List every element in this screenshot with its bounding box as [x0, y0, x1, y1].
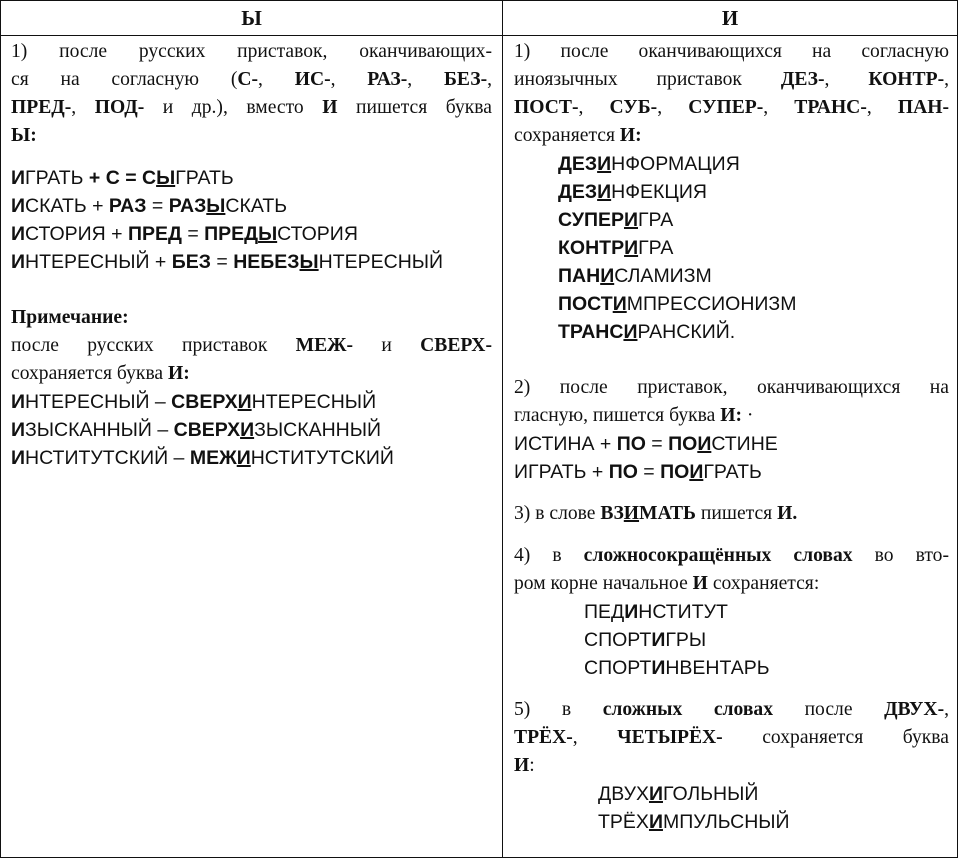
text-segment: ПО	[616, 433, 646, 455]
text-segment: ДЕЗ	[558, 153, 598, 175]
text-line	[514, 696, 949, 724]
text-segment: ПО	[608, 461, 638, 483]
text-segment: ДВУХ-	[884, 699, 945, 720]
text-segment: ,	[407, 69, 444, 90]
text-segment: ТРЁХ-	[514, 727, 573, 748]
example-line	[558, 318, 949, 346]
text-segment: МПУЛЬСНЫЙ	[662, 811, 790, 833]
rule-1-i	[514, 38, 949, 150]
text-segment: ,	[657, 97, 689, 118]
text-line	[11, 360, 492, 388]
header-row	[1, 1, 958, 36]
text-line	[514, 542, 949, 570]
text-segment: ПАН	[558, 265, 601, 287]
text-segment: ПРЕД-	[11, 97, 72, 118]
text-segment: СВЕРХ-	[420, 335, 492, 356]
text-segment: ,	[578, 97, 610, 118]
text-segment: сложносокращённых словах	[583, 545, 853, 566]
column-header-i: И	[503, 1, 958, 36]
text-segment: МЕЖ	[189, 447, 237, 469]
text-segment: С	[142, 167, 157, 189]
highlighted-letter: И	[689, 461, 704, 483]
text-segment: СВЕРХ	[171, 391, 238, 413]
text-segment: И	[651, 657, 666, 679]
text-segment: ,	[866, 97, 898, 118]
text-segment: НСТИТУТСКИЙ –	[25, 447, 190, 469]
text-segment: РАЗ	[108, 195, 147, 217]
rule-1-y	[11, 38, 492, 150]
text-segment: ПРЕД	[204, 223, 259, 245]
text-segment: ПОСТ	[558, 293, 613, 315]
text-line	[11, 332, 492, 360]
text-line	[514, 94, 949, 122]
text-segment: ГРАТЬ	[25, 167, 89, 189]
text-segment: ДЕЗ-	[780, 69, 825, 90]
text-segment: СТОРИЯ +	[25, 223, 128, 245]
text-segment: НТЕРЕСНЫЙ	[251, 391, 377, 413]
text-line	[514, 374, 949, 402]
text-segment: ром корне начальное	[514, 573, 693, 594]
rule-5-i-examples	[514, 780, 949, 836]
highlighted-letter: Ы	[299, 251, 319, 273]
rule-3-i	[514, 500, 949, 528]
text-segment: ГРА	[638, 209, 674, 231]
text-segment: И	[11, 167, 26, 189]
text-segment: Ы:	[11, 125, 37, 146]
example-line	[584, 654, 949, 682]
text-segment: :	[529, 755, 535, 776]
text-segment: СУПЕР	[558, 209, 624, 231]
text-segment: ЗЫСКАННЫЙ	[254, 419, 382, 441]
text-segment: =	[181, 223, 205, 245]
column-y	[1, 36, 503, 858]
text-line	[514, 570, 949, 598]
text-segment: сохраняется буква	[11, 363, 169, 384]
example-line	[11, 164, 492, 192]
example-line	[11, 248, 492, 276]
text-segment: БЕЗ	[171, 251, 211, 273]
text-segment: И	[624, 601, 639, 623]
text-segment: И	[11, 251, 26, 273]
example-line	[584, 626, 949, 654]
text-segment: после русских приставок	[11, 335, 296, 356]
body-row	[1, 36, 958, 858]
text-segment: ДЕЗ	[558, 181, 598, 203]
highlighted-letter: Ы	[258, 223, 278, 245]
text-segment: КОНТР	[558, 237, 625, 259]
text-segment: ся на согласную (	[11, 69, 238, 90]
column-header-y: Ы	[1, 1, 503, 36]
text-segment: ПОД-	[94, 97, 145, 118]
text-segment: И:	[720, 405, 742, 426]
note-text	[11, 332, 492, 388]
example-line	[584, 598, 949, 626]
highlighted-letter: И	[648, 811, 663, 833]
spacer	[514, 346, 949, 374]
text-segment: ПРЕД	[127, 223, 182, 245]
highlighted-letter: И	[624, 237, 639, 259]
text-segment: СПОРТ	[584, 629, 652, 651]
text-line	[11, 66, 492, 94]
example-line	[558, 234, 949, 262]
spacer	[11, 276, 492, 304]
example-line	[11, 220, 492, 248]
example-line	[558, 150, 949, 178]
text-segment: И	[322, 97, 338, 118]
text-segment: сохраняется буква	[722, 727, 950, 748]
text-segment: ,	[487, 69, 493, 90]
text-line	[514, 724, 949, 752]
text-segment: ЧЕТЫРЁХ-	[617, 727, 723, 748]
text-segment: И:	[168, 363, 190, 384]
text-segment: =	[645, 433, 669, 455]
rule-1-y-examples	[11, 164, 492, 276]
text-segment: ,	[258, 69, 295, 90]
text-segment: ТРАНС-	[794, 97, 867, 118]
highlighted-letter: И	[648, 783, 663, 805]
text-segment: СТОРИЯ	[277, 223, 358, 245]
highlighted-letter: И	[236, 447, 251, 469]
text-segment: СЛАМИЗМ	[614, 265, 712, 287]
rule-4-i	[514, 542, 949, 598]
text-segment: иноязычных приставок	[514, 69, 781, 90]
text-segment: МАТЬ	[639, 503, 696, 524]
text-line	[514, 38, 949, 66]
text-segment: СПОРТ	[584, 657, 652, 679]
rule-4-i-examples	[514, 598, 949, 682]
text-segment: =	[146, 195, 169, 217]
example-line	[598, 780, 949, 808]
text-segment: 3) в слове	[514, 503, 601, 524]
highlighted-letter: И	[623, 321, 638, 343]
text-segment: И	[11, 195, 26, 217]
text-segment: 4) в	[514, 545, 584, 566]
text-segment: И	[514, 755, 530, 776]
text-segment: ПАН-	[897, 97, 950, 118]
example-line	[514, 430, 949, 458]
example-line	[558, 262, 949, 290]
text-segment: ·	[742, 405, 754, 426]
text-segment: ЗЫСКАННЫЙ –	[25, 419, 174, 441]
text-segment: 1) после оканчивающихся на согласную	[514, 41, 949, 62]
text-segment: ПО	[660, 461, 690, 483]
text-segment: И.	[777, 503, 798, 524]
text-segment: КОНТР-	[868, 69, 945, 90]
text-segment: И	[651, 629, 666, 651]
text-segment: и др.), вместо	[144, 97, 323, 118]
text-segment: НФОРМАЦИЯ	[611, 153, 740, 175]
text-segment: пишется	[696, 503, 778, 524]
spacer	[11, 150, 492, 164]
highlighted-letter: И	[600, 265, 615, 287]
text-segment: ТРЁХ	[598, 811, 649, 833]
text-segment: ,	[71, 97, 95, 118]
text-segment: БЕЗ-	[443, 69, 488, 90]
text-segment: 1) после русских приставок, оканчивающих-	[11, 41, 492, 62]
highlighted-letter: И	[612, 293, 627, 315]
text-line	[514, 500, 949, 528]
text-segment: 5) в	[514, 699, 603, 720]
text-segment: РАЗ-	[367, 69, 408, 90]
highlighted-letter: И	[623, 503, 640, 524]
text-segment: И	[11, 391, 26, 413]
rule-2-i-examples	[514, 430, 949, 486]
example-line	[11, 388, 492, 416]
text-segment: ТРАНС	[558, 321, 624, 343]
text-segment: РАНСКИЙ.	[637, 321, 736, 343]
text-segment: ,	[763, 97, 795, 118]
text-segment: =	[637, 461, 661, 483]
text-segment: ПОСТ-	[514, 97, 579, 118]
text-segment: сохраняется:	[707, 573, 820, 594]
text-segment: 2) после приставок, оканчивающихся на	[514, 377, 949, 398]
text-segment: И	[11, 447, 26, 469]
text-segment: ИС-	[294, 69, 331, 90]
text-segment: пишется буква	[337, 97, 492, 118]
highlighted-letter: И	[240, 419, 255, 441]
text-segment: ИСТИНА +	[514, 433, 617, 455]
text-segment: ГРА	[638, 237, 674, 259]
highlighted-letter: И	[597, 153, 612, 175]
text-segment: СТИНЕ	[711, 433, 778, 455]
spacer	[514, 486, 949, 500]
example-line	[514, 458, 949, 486]
text-segment: И	[11, 223, 26, 245]
spacer	[514, 528, 949, 542]
text-line	[514, 402, 949, 430]
text-segment: НТЕРЕСНЫЙ	[318, 251, 444, 273]
text-segment: МЕЖ-	[295, 335, 354, 356]
text-line	[11, 94, 492, 122]
rule-1-i-examples	[514, 150, 949, 346]
rule-2-i	[514, 374, 949, 430]
text-segment: ГРАТЬ	[175, 167, 234, 189]
rule-5-i	[514, 696, 949, 780]
text-segment: ГРЫ	[665, 629, 707, 651]
spacer	[514, 682, 949, 696]
text-segment: во вто-	[852, 545, 949, 566]
example-line	[11, 192, 492, 220]
column-i	[503, 36, 958, 858]
text-segment: + С =	[88, 167, 137, 189]
text-segment: НТЕРЕСНЫЙ –	[25, 391, 172, 413]
text-segment: ПО	[668, 433, 698, 455]
highlighted-letter: И	[623, 209, 638, 231]
example-line	[558, 178, 949, 206]
text-segment: СКАТЬ	[225, 195, 288, 217]
text-segment: ПЕД	[584, 601, 625, 623]
text-segment: ИГРАТЬ +	[514, 461, 609, 483]
text-segment: ВЗ	[600, 503, 624, 524]
text-segment: НСТИТУТСКИЙ	[250, 447, 394, 469]
text-segment: и	[353, 335, 421, 356]
text-segment: ГРАТЬ	[703, 461, 762, 483]
text-segment: гласную, пишется буква	[514, 405, 721, 426]
text-line	[514, 122, 949, 150]
text-segment: =	[210, 251, 234, 273]
text-segment: И:	[619, 125, 642, 146]
text-segment: после	[773, 699, 885, 720]
text-segment: НТЕРЕСНЫЙ +	[25, 251, 172, 273]
highlighted-letter: И	[697, 433, 712, 455]
text-segment: НЕБЕЗ	[233, 251, 300, 273]
text-segment: СКАТЬ +	[25, 195, 109, 217]
example-line	[558, 290, 949, 318]
example-line	[558, 206, 949, 234]
text-segment: С-	[237, 69, 259, 90]
text-segment: ,	[330, 69, 368, 90]
example-line	[11, 444, 492, 472]
text-segment: СУБ-	[609, 97, 658, 118]
text-segment: И	[11, 419, 26, 441]
highlighted-letter: Ы	[206, 195, 226, 217]
text-segment: СУПЕР-	[688, 97, 764, 118]
highlighted-letter: Ы	[156, 167, 176, 189]
text-segment: МПРЕССИОНИЗМ	[626, 293, 797, 315]
text-segment: сложных словах	[602, 699, 774, 720]
text-segment: СВЕРХ	[173, 419, 241, 441]
text-line	[11, 122, 492, 150]
text-segment: ,	[944, 69, 950, 90]
note-examples	[11, 388, 492, 472]
text-segment: ,	[824, 69, 869, 90]
note-title: Примечание:	[11, 307, 129, 328]
text-segment: НСТИТУТ	[638, 601, 728, 623]
text-segment: ГОЛЬНЫЙ	[662, 783, 759, 805]
text-line	[514, 66, 949, 94]
text-segment: ,	[944, 699, 949, 720]
example-line	[11, 416, 492, 444]
text-segment: ДВУХ	[598, 783, 649, 805]
text-segment: НФЕКЦИЯ	[611, 181, 707, 203]
text-segment: НВЕНТАРЬ	[665, 657, 770, 679]
example-line	[598, 808, 949, 836]
highlighted-letter: И	[597, 181, 612, 203]
text-line	[11, 38, 492, 66]
highlighted-letter: И	[237, 391, 252, 413]
text-segment: ,	[572, 727, 618, 748]
text-segment: И	[692, 573, 708, 594]
text-line	[514, 752, 949, 780]
text-segment: сохраняется	[514, 125, 620, 146]
text-segment: РАЗ	[168, 195, 207, 217]
